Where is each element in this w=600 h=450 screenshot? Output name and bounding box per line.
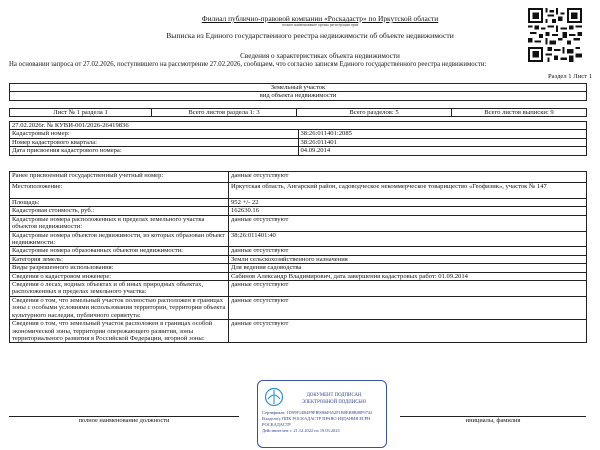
- table-row: [10, 296, 587, 319]
- row-value: Иркутская область, Ангарский район, садоводческое некоммерческое товарищество «Геофизик», участок № 147: [229, 183, 587, 199]
- request-basis: На основании запроса от 27.02.2026, поступившего на рассмотрение 27.02.2026, сообщаем, что согласно записям Единого государственного реестра недвижимости:: [9, 61, 487, 68]
- row-value: 162630.16: [229, 207, 587, 215]
- table-row: [10, 199, 587, 207]
- table-row: [10, 215, 587, 231]
- row-value: данные отсутствуют: [229, 296, 587, 319]
- row-value: Сабинов Александр Владимирович, дата завершения кадастровых работ: 01.09.2014: [229, 272, 587, 280]
- row-value: данные отсутствуют: [229, 215, 587, 231]
- row-label: Площадь:: [10, 199, 229, 207]
- characteristics-table: [9, 171, 587, 343]
- section-title: Сведения о характеристиках объекта недвижимости: [240, 52, 400, 60]
- table-row: [10, 264, 587, 272]
- row-label: Сведения о том, что земельный участок полностью расположен в границах зоны с особыми условиями использования территории, территории объекта культурного наследия, публичного сервитута:: [10, 296, 229, 319]
- value-assignment-date: 04.09.2014: [298, 147, 587, 155]
- row-label: Местоположение:: [10, 183, 229, 199]
- row-label: Категория земель:: [10, 255, 229, 263]
- org-caption: полное наименование органа регистрации прав: [281, 23, 359, 27]
- org-name: Филиал публично-правовой компании «Роскадастр» по Иркутской области: [201, 14, 439, 23]
- row-value: 952 +/- 22: [229, 199, 587, 207]
- stamp-certificate: Сертификат: 1D99F14B4F9FB9066F652F1B0EB8B08F9742: [262, 410, 373, 415]
- e-signature-stamp: [257, 380, 387, 448]
- row-label: Ранее присвоенный государственный учетный номер:: [10, 172, 229, 183]
- value-cadastral-number: 38:26:011401:2085: [298, 130, 587, 138]
- name-caption: инициалы, фамилия: [465, 417, 521, 424]
- object-type: Земельный участок: [10, 84, 587, 92]
- row-value: Земли сельскохозяйственного назначения: [229, 255, 587, 263]
- row-value: данные отсутствуют: [229, 247, 587, 255]
- table-row: [10, 183, 587, 199]
- object-type-box: [9, 83, 587, 101]
- row-value: данные отсутствуют: [229, 320, 587, 343]
- position-caption: полное наименование должности: [78, 417, 170, 424]
- value-cadastral-quarter: 38:26:011401: [298, 138, 587, 146]
- table-row: [10, 320, 587, 343]
- table-row: [10, 207, 587, 215]
- table-row: [10, 281, 587, 297]
- signature-logo-icon: [264, 387, 284, 407]
- row-label: Кадастровая стоимость, руб.:: [10, 207, 229, 215]
- identification-table: [9, 121, 587, 156]
- row-value: 38:26:011401:40: [229, 231, 587, 247]
- object-type-caption: вид объекта недвижимости: [10, 92, 587, 100]
- row-label: Виды разрешенного использования:: [10, 264, 229, 272]
- stamp-line-1: ДОКУМЕНТ ПОДПИСАН: [306, 393, 362, 398]
- table-row: [10, 231, 587, 247]
- sheets-in-section: Всего листов раздела 1: 3: [152, 109, 297, 117]
- row-label: Сведения о кадастровом инженере:: [10, 272, 229, 280]
- row-label: Сведения о лесах, водных объектах и об иных природных объектах, расположенных в пределах земельного участка:: [10, 281, 229, 297]
- stamp-owner: Владелец: ППК РОСКАДАСТР ПРАВО ИЗДАНИЯ ЕГРН: [262, 416, 371, 421]
- stamp-line-2: ЭЛЕКТРОННОЙ ПОДПИСЬЮ: [301, 399, 367, 405]
- stamp-validity: Действителен: с 21.12.2022 по 19.03.2023: [262, 428, 340, 433]
- label-cadastral-quarter: Номер кадастрового квартала:: [10, 138, 299, 146]
- table-row: [10, 272, 587, 280]
- sheet-number: Лист № 1 раздела 1: [10, 109, 152, 117]
- document-title: Выписка из Единого государственного реестра недвижимости об объекте недвижимости: [166, 31, 454, 40]
- row-label: Кадастровые номера объектов недвижимости, из которых образован объект недвижимости:: [10, 231, 229, 247]
- stamp-owner-2: РОСКАДАСТР: [262, 422, 291, 427]
- row-value: Для ведения садоводства: [229, 264, 587, 272]
- label-assignment-date: Дата присвоения кадастрового номера:: [10, 147, 299, 155]
- row-label: Сведения о том, что земельный участок расположен в границах особой экономической зоны, территории опережающего развития, зоны территориального развития в Российской Федерации, игорной зоны:: [10, 320, 229, 343]
- table-row: [10, 247, 587, 255]
- label-cadastral-number: Кадастровый номер:: [10, 130, 299, 138]
- table-row: [10, 172, 587, 183]
- section-page: Раздел 1 Лист 1: [548, 73, 592, 80]
- sheet-info-row: [9, 108, 587, 117]
- row-value: данные отсутствуют: [229, 172, 587, 183]
- row-label: Кадастровые номера расположенных в пределах земельного участка объектов недвижимости:: [10, 215, 229, 231]
- sheets-total: Всего листов выписки: 9: [452, 109, 587, 117]
- row-label: Кадастровые номера образованных объектов недвижимости:: [10, 247, 229, 255]
- record-number: 27.02.2026г. № КУВИ-001/2026-26419836: [10, 122, 587, 130]
- sections-total: Всего разделов: 5: [297, 109, 452, 117]
- row-value: данные отсутствуют: [229, 281, 587, 297]
- table-row: [10, 255, 587, 263]
